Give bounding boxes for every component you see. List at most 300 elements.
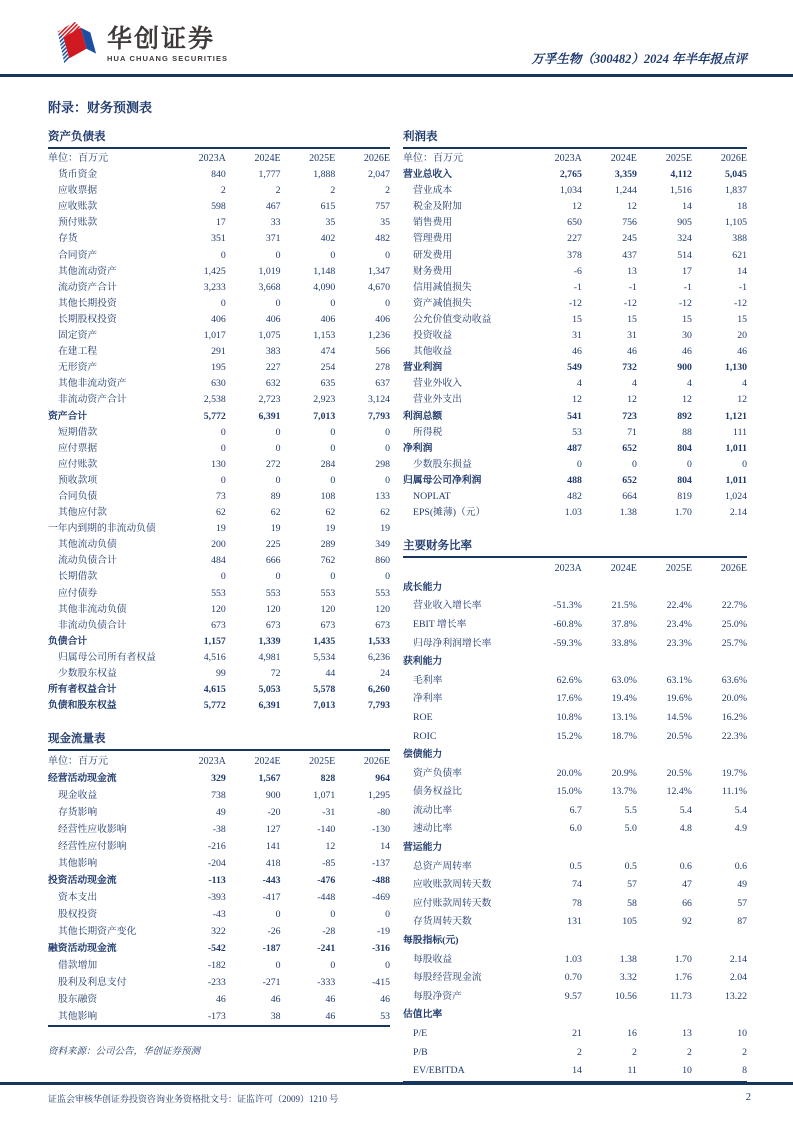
cell-value: 1,888: [313, 169, 336, 181]
cell-value: 19: [216, 523, 226, 535]
table-row: [403, 296, 747, 312]
cell-value: 19.6%: [666, 693, 692, 705]
cell-value: 0: [275, 960, 281, 972]
cell-value: -60.8%: [553, 618, 582, 630]
cell-value: 378: [567, 249, 582, 261]
cell-value: 1,236: [367, 330, 390, 342]
cell-value: 20.5%: [666, 767, 692, 779]
column-header: 2023A: [554, 153, 582, 164]
cell-value: 371: [265, 233, 281, 245]
cell-value: 484: [211, 555, 226, 567]
cell-value: -80: [376, 807, 390, 819]
cell-value: 388: [732, 233, 747, 245]
row-label: 资本支出: [58, 892, 98, 904]
cell-value: 2,765: [559, 169, 582, 181]
cell-value: 62: [216, 507, 226, 519]
cell-value: 13.22: [724, 990, 747, 1002]
cell-value: 2,047: [367, 169, 390, 181]
cell-value: 2: [576, 1046, 582, 1058]
cell-value: 15: [627, 313, 637, 325]
row-label: 股权投资: [58, 909, 98, 921]
cell-value: 1,034: [559, 185, 582, 197]
cell-value: 131: [567, 916, 582, 928]
cell-value: 13.7%: [611, 786, 637, 798]
table-row: [403, 328, 747, 344]
cell-value: 22.7%: [721, 600, 747, 612]
cell-value: 482: [567, 490, 582, 502]
table-row: [48, 634, 390, 650]
cell-value: 120: [320, 603, 336, 615]
cell-value: 0: [385, 960, 390, 972]
cell-value: -12: [733, 297, 747, 309]
column-header: 2025E: [665, 563, 692, 575]
cell-value: 0: [275, 571, 281, 583]
cell-value: 19: [270, 523, 281, 535]
table-row: [48, 328, 390, 344]
cell-value: 1,153: [313, 330, 336, 342]
row-label: 应收账款周转天数: [413, 879, 492, 891]
table-row: [48, 957, 390, 974]
row-label: 营运能力: [403, 842, 443, 854]
cell-value: [637, 579, 692, 598]
cell-value: -417: [262, 892, 281, 904]
row-label: 获利能力: [403, 656, 443, 668]
table-row: [403, 183, 747, 199]
cell-value: 4.9: [734, 823, 747, 835]
cell-value: 16.2%: [721, 711, 747, 723]
cell-value: 549: [567, 362, 582, 374]
table-row: [48, 183, 390, 199]
cell-value: 108: [320, 490, 336, 502]
cell-value: 46: [737, 346, 747, 358]
cell-value: 23.3%: [666, 637, 692, 649]
cell-value: -488: [372, 875, 390, 887]
table-row: [403, 425, 747, 441]
page-header: [0, 0, 793, 74]
row-label: 应收账款: [58, 201, 98, 213]
cell-value: 5.5: [624, 804, 637, 816]
cell-value: 141: [265, 841, 281, 853]
cell-value: 0: [220, 297, 226, 309]
cell-value: 732: [622, 362, 637, 374]
page-footer: [0, 1082, 793, 1105]
row-label: 营业成本: [413, 185, 453, 197]
row-label: 每股收益: [413, 953, 453, 965]
cell-value: 1,017: [203, 330, 226, 342]
cell-value: [582, 839, 637, 858]
table-row: [48, 991, 390, 1008]
table-row: [403, 312, 747, 328]
cell-value: 5,045: [724, 169, 747, 181]
table-row: [48, 489, 390, 505]
cell-value: 3.32: [619, 972, 637, 984]
cell-value: 2,723: [258, 394, 281, 406]
row-label: 净利率: [413, 693, 443, 705]
cell-value: 5,053: [258, 684, 281, 696]
row-label: 其他影响: [58, 1011, 98, 1023]
cell-value: 1,516: [669, 185, 692, 197]
cell-value: 14.5%: [666, 711, 692, 723]
cell-value: 630: [211, 378, 226, 390]
cell-value: -241: [317, 943, 336, 955]
cell-value: 762: [320, 555, 336, 567]
cell-value: 1,011: [725, 442, 747, 454]
cell-value: 7,793: [367, 700, 390, 712]
cell-value: 673: [265, 619, 281, 631]
cell-value: 2: [632, 1046, 637, 1058]
cell-value: 62.6%: [556, 674, 582, 686]
cell-value: 0: [330, 249, 336, 261]
cell-value: 1.38: [619, 507, 637, 519]
cell-value: 46: [325, 994, 336, 1006]
table-row: [403, 765, 747, 784]
cell-value: [582, 579, 637, 598]
column-header: 2025E: [309, 153, 336, 164]
cell-value: -20: [267, 807, 281, 819]
table-row: [403, 672, 747, 691]
cell-value: 0: [385, 474, 390, 486]
table-row: [48, 682, 390, 698]
cell-value: 63.6%: [721, 674, 747, 686]
row-label: 存货周转天数: [413, 916, 472, 928]
page-number: 2: [745, 1092, 751, 1103]
cell-value: 488: [567, 474, 582, 486]
table-row: [403, 895, 747, 914]
cell-value: 1.70: [674, 953, 692, 965]
cell-value: [692, 932, 747, 951]
row-label: 其他长期资产变化: [58, 926, 137, 938]
cell-value: 13.1%: [611, 711, 637, 723]
table-title: 资产负债表: [48, 128, 390, 149]
income-statement-table: [403, 128, 747, 521]
cell-value: [582, 1006, 637, 1025]
cell-value: 892: [677, 410, 692, 422]
table-row: [48, 889, 390, 906]
table-row: [403, 988, 747, 1007]
cell-value: 482: [375, 233, 390, 245]
cell-value: 840: [211, 169, 226, 181]
cell-value: 35: [380, 217, 390, 229]
cell-value: 12: [325, 841, 336, 853]
row-label: 其他影响: [58, 858, 98, 870]
cell-value: 46: [627, 346, 637, 358]
table-row: [48, 940, 390, 957]
cell-value: 62: [325, 507, 336, 519]
cell-value: 12: [627, 394, 637, 406]
cell-value: [582, 653, 637, 672]
row-label: 融资活动现金流: [48, 943, 117, 955]
cell-value: 900: [677, 362, 692, 374]
cell-value: 4,615: [203, 684, 226, 696]
cell-value: 2.14: [729, 953, 747, 965]
cell-value: 2.04: [729, 972, 747, 984]
cell-value: [527, 1006, 582, 1025]
cell-value: 0: [687, 458, 692, 470]
row-label: 资产减值损失: [413, 297, 472, 309]
cell-value: 2.14: [729, 507, 747, 519]
cell-value: -233: [207, 977, 226, 989]
table-row: [403, 280, 747, 296]
column-header: 2024E: [254, 756, 281, 768]
cell-value: [582, 746, 637, 765]
cell-value: 284: [320, 458, 336, 470]
cell-value: 227: [265, 362, 281, 374]
cell-value: 819: [677, 490, 692, 502]
cell-value: 17: [682, 265, 692, 277]
cell-value: 53: [572, 426, 582, 438]
cell-value: 637: [375, 378, 390, 390]
table-row: [48, 821, 390, 838]
cell-value: 1,011: [725, 474, 747, 486]
cell-value: 5,534: [313, 651, 336, 663]
row-label: ROIC: [413, 730, 437, 742]
cell-value: [527, 579, 582, 598]
table-row: [403, 653, 747, 672]
cell-value: 3,233: [203, 281, 226, 293]
cell-value: 12: [572, 394, 582, 406]
cell-value: 1,244: [614, 185, 637, 197]
cell-value: 10.56: [614, 990, 637, 1002]
cell-value: 0: [385, 426, 390, 438]
cell-value: 24: [380, 668, 390, 679]
table-row: [403, 951, 747, 970]
cell-value: 63.1%: [666, 674, 692, 686]
cell-value: 46: [325, 1011, 336, 1023]
cell-value: 5.0: [624, 823, 637, 835]
table-row: [48, 770, 390, 787]
cell-value: 17: [216, 217, 226, 229]
cell-value: 111: [733, 426, 747, 438]
cell-value: [637, 746, 692, 765]
row-label: 应付债券: [58, 587, 98, 599]
income-statement-grid: [403, 151, 747, 521]
cell-value: -187: [262, 943, 281, 955]
cell-value: 20.0%: [556, 767, 582, 779]
table-row: [403, 344, 747, 360]
table-title: 利润表: [403, 128, 747, 149]
cell-value: 18.7%: [611, 730, 637, 742]
table-row: [48, 666, 390, 682]
cell-value: 2: [742, 1046, 747, 1058]
cell-value: -1: [573, 281, 582, 293]
cell-value: 598: [211, 201, 226, 213]
row-label: 销售费用: [413, 217, 453, 229]
cell-value: 0: [330, 960, 336, 972]
cell-value: 21: [572, 1028, 582, 1039]
cell-value: 31: [627, 330, 637, 342]
cell-value: 6.7: [569, 804, 582, 816]
cell-value: 130: [211, 458, 226, 470]
cell-value: 200: [211, 539, 226, 551]
row-label: EV/EBITDA: [413, 1065, 465, 1077]
report-title: 万孚生物（300482）2024 年半年报点评: [531, 52, 747, 66]
table-row: [403, 597, 747, 616]
cell-value: 2: [385, 185, 390, 197]
cell-value: -443: [262, 875, 281, 887]
table-row: [403, 409, 747, 425]
cell-value: 1,157: [203, 635, 226, 647]
table-row: [403, 473, 747, 489]
cell-value: [527, 653, 582, 672]
cell-value: -1: [628, 281, 637, 293]
unit-label: 单位：百万元: [48, 153, 108, 164]
cell-value: 1.38: [619, 953, 637, 965]
table-row: [48, 409, 390, 425]
cell-value: 406: [211, 313, 226, 325]
table-row: [48, 906, 390, 923]
cell-value: 673: [375, 619, 390, 631]
row-label: 成长能力: [403, 581, 443, 593]
row-label: 流动负债合计: [58, 555, 117, 567]
cell-value: -51.3%: [553, 600, 582, 612]
table-row: [403, 1006, 747, 1025]
cell-value: 57: [627, 879, 637, 891]
cell-value: [637, 653, 692, 672]
row-label: 公允价值变动收益: [413, 313, 492, 325]
cell-value: [527, 932, 582, 951]
cell-value: 120: [211, 603, 226, 615]
cell-value: 0: [385, 249, 390, 261]
cell-value: 0.5: [569, 860, 582, 872]
cell-value: 621: [732, 249, 747, 261]
cell-value: 6,391: [258, 410, 281, 422]
cell-value: 14: [572, 1065, 582, 1077]
cell-value: 62: [270, 507, 281, 519]
table-row: [48, 974, 390, 991]
row-label: 经营活动现金流: [48, 773, 117, 785]
cell-value: 723: [622, 410, 637, 422]
row-label: 货币资金: [58, 169, 98, 181]
row-label: 其他应付款: [58, 507, 107, 519]
cell-value: 406: [265, 313, 281, 325]
cell-value: 650: [567, 217, 582, 229]
cell-value: 0: [330, 909, 336, 921]
cell-value: 437: [622, 249, 637, 261]
cell-value: 635: [320, 378, 336, 390]
cell-value: 58: [627, 897, 637, 909]
cell-value: 6,236: [367, 651, 390, 663]
row-label: 固定资产: [58, 330, 98, 342]
cell-value: 553: [265, 587, 281, 599]
row-label: 合同负债: [58, 490, 98, 502]
table-row: [48, 650, 390, 666]
cell-value: 474: [320, 346, 336, 358]
cell-value: [692, 746, 747, 765]
cell-value: -469: [372, 892, 390, 904]
cell-value: [637, 839, 692, 858]
row-label: 应付账款周转天数: [413, 897, 492, 909]
row-label: 负债和股东权益: [48, 700, 117, 712]
cell-value: 25.7%: [721, 637, 747, 649]
source-note: 资料来源：公司公告，华创证券预测: [48, 1047, 201, 1058]
table-row: [48, 855, 390, 872]
row-label: P/E: [413, 1028, 428, 1039]
cell-value: 406: [320, 313, 336, 325]
cell-value: 0: [330, 426, 336, 438]
cell-value: 1,435: [313, 635, 336, 647]
cell-value: 19: [325, 523, 336, 535]
table-row: [48, 569, 390, 585]
cell-value: 4: [576, 378, 582, 390]
cell-value: 245: [622, 233, 637, 245]
row-label: NOPLAT: [413, 490, 451, 502]
cell-value: 10.8%: [556, 711, 582, 723]
cell-value: 6,391: [258, 700, 281, 712]
cell-value: 66: [682, 897, 692, 909]
column-header: 2026E: [720, 563, 747, 575]
brand-name: 华创证券: [107, 24, 216, 53]
row-label: 管理费用: [413, 233, 453, 245]
cell-value: 1,148: [313, 265, 336, 277]
cell-value: 53: [380, 1011, 390, 1023]
cell-value: 5,772: [203, 700, 226, 712]
table-row: [403, 215, 747, 231]
cell-value: 73: [216, 490, 226, 502]
row-label: 所得税: [413, 426, 443, 438]
cell-value: 0: [220, 426, 226, 438]
table-row: [403, 360, 747, 376]
cell-value: 0: [275, 474, 281, 486]
column-header: 2024E: [254, 153, 281, 164]
row-label: 流动比率: [413, 804, 453, 816]
row-label: 短期借款: [58, 426, 98, 438]
row-label: 信用减值损失: [413, 281, 472, 293]
table-title: 主要财务比率: [403, 537, 747, 558]
cell-value: 553: [211, 587, 226, 599]
cell-value: -182: [207, 960, 226, 972]
column-header: 2024E: [610, 563, 637, 575]
cell-value: 19.4%: [611, 693, 637, 705]
cell-value: 62: [380, 507, 390, 519]
cell-value: -19: [376, 926, 390, 938]
row-label: 其他非流动负债: [58, 603, 127, 615]
row-label: 经营性应收影响: [58, 824, 127, 836]
cell-value: 92: [682, 916, 692, 928]
cell-value: 1,295: [367, 790, 390, 802]
cell-value: -204: [207, 858, 226, 870]
cash-flow-grid: [48, 753, 390, 1027]
row-label: 研发费用: [413, 249, 453, 261]
cell-value: -448: [317, 892, 336, 904]
cell-value: 673: [320, 619, 336, 631]
row-label: 应付票据: [58, 442, 98, 454]
column-header: 2024E: [610, 153, 637, 164]
column-header: 2026E: [363, 756, 390, 768]
cell-value: 1,071: [313, 790, 336, 802]
row-label: 非流动资产合计: [58, 394, 127, 406]
cell-value: 1.03: [564, 507, 582, 519]
ratios-grid: [403, 560, 747, 1083]
huachuang-logo: [48, 20, 228, 68]
cell-value: 46: [572, 346, 582, 358]
cell-value: 7,793: [367, 410, 390, 422]
row-label: 应收票据: [58, 185, 98, 197]
cell-value: -59.3%: [553, 637, 582, 649]
table-row: [48, 872, 390, 889]
row-label: 借款增加: [58, 960, 98, 972]
row-label: 少数股东权益: [58, 668, 117, 679]
row-label: 其他流动负债: [58, 539, 117, 551]
cell-value: -173: [207, 1011, 226, 1023]
cell-value: 566: [375, 346, 390, 358]
row-label: 速动比率: [413, 823, 453, 835]
cell-value: 3,359: [614, 169, 637, 181]
table-row: [48, 457, 390, 473]
table-header-row: [403, 151, 747, 167]
cell-value: 4: [742, 378, 747, 390]
cell-value: 31: [572, 330, 582, 342]
cell-value: 25.0%: [721, 618, 747, 630]
